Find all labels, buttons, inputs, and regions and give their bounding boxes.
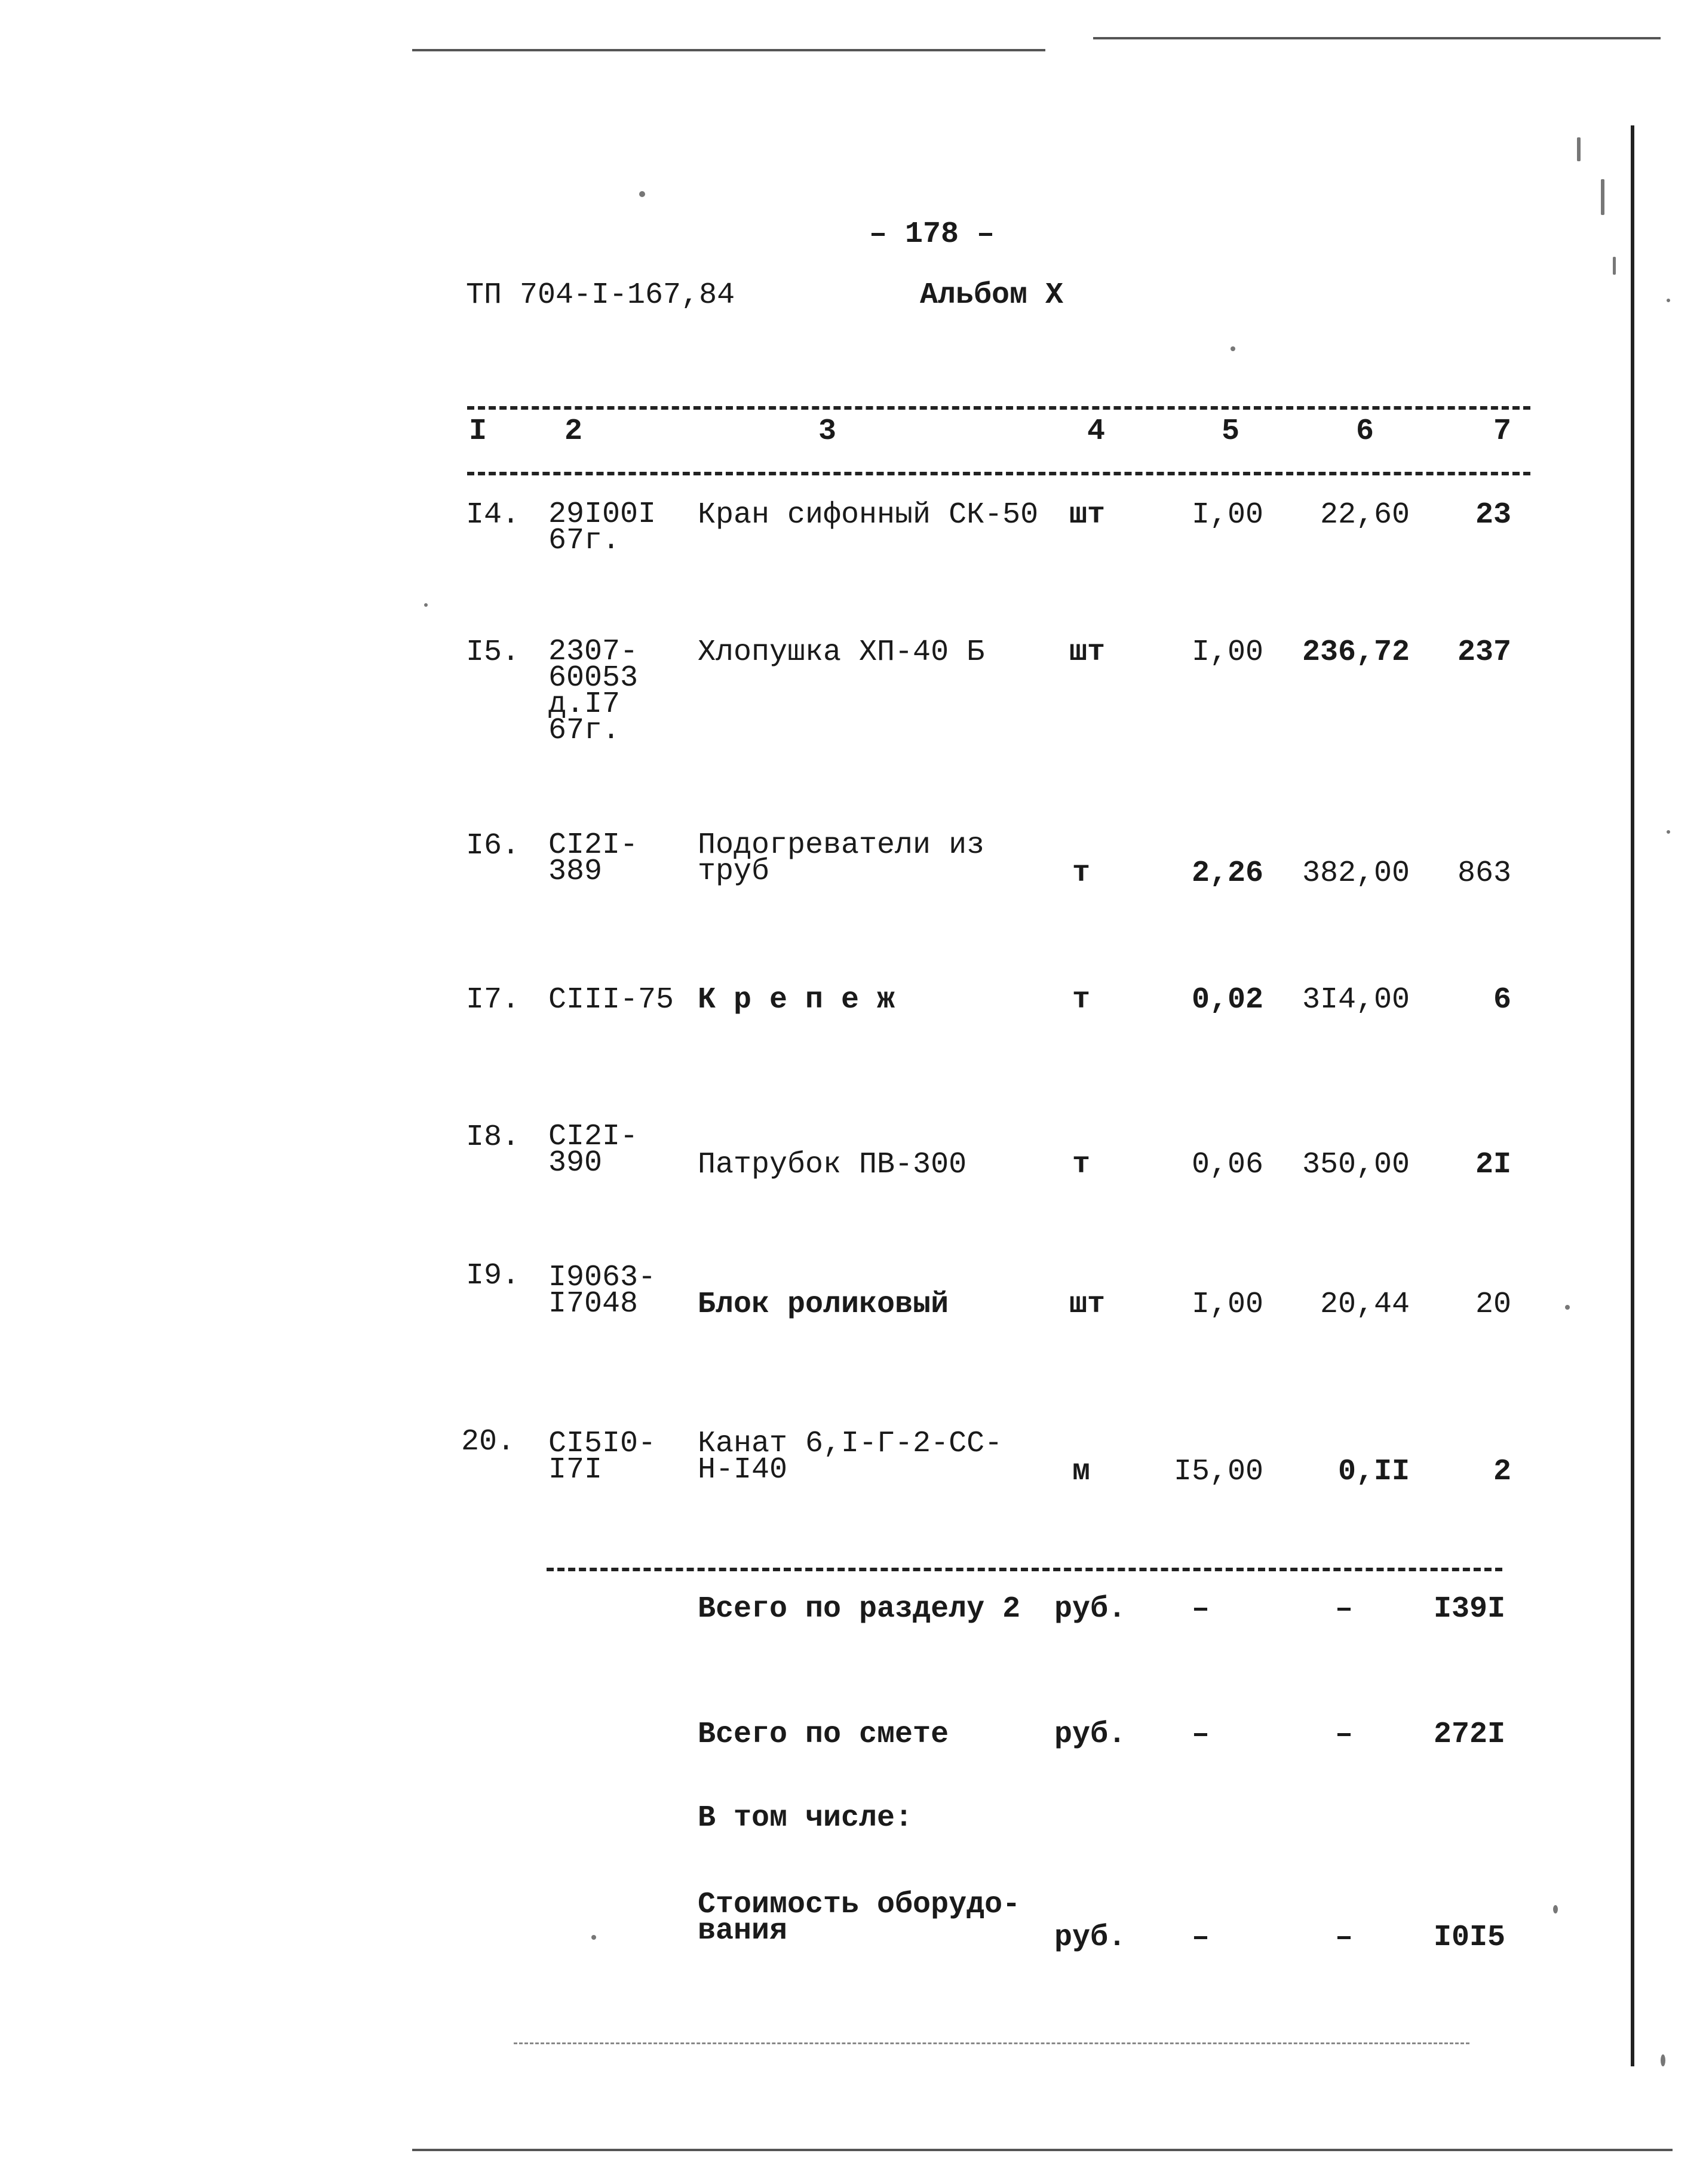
row-unit: шт <box>1069 1288 1106 1322</box>
row-price: 0,II <box>1337 1455 1410 1489</box>
row-number: I7. <box>466 983 520 1017</box>
row-unit: шт <box>1069 498 1106 532</box>
row-price: 350,00 <box>1302 1148 1410 1182</box>
summary-separator <box>547 1568 1502 1571</box>
row-total: 23 <box>1475 498 1511 532</box>
summary-qty: – <box>1191 1921 1210 1955</box>
row-name: Блок роликовый <box>698 1288 949 1322</box>
row-number: I9. <box>466 1259 520 1293</box>
top-edge-line <box>412 49 1045 51</box>
column-header-1: I <box>469 414 487 449</box>
row-price: 20,44 <box>1320 1288 1410 1322</box>
row-code: 2307- 60053 д.I7 67г. <box>548 635 639 748</box>
summary-label: Стоимость оборудо- вания <box>698 1888 1021 1948</box>
row-unit: т <box>1072 1148 1091 1182</box>
column-header-6: 6 <box>1356 414 1374 449</box>
row-number: I8. <box>466 1120 520 1154</box>
top-edge-line-right <box>1093 37 1661 39</box>
row-name: К р е п е ж <box>698 983 895 1017</box>
summary-total: I0I5 <box>1433 1921 1505 1955</box>
row-price: 3I4,00 <box>1302 983 1410 1017</box>
row-number: I4. <box>466 498 520 532</box>
row-name: Подогреватели из труб <box>698 828 985 889</box>
summary-price: – <box>1334 1718 1353 1752</box>
row-unit: т <box>1072 856 1091 890</box>
row-qty: 2,26 <box>1191 856 1263 890</box>
row-number: I5. <box>466 635 520 669</box>
table-top-rule <box>467 406 1530 410</box>
page-number: – 178 – <box>869 217 995 251</box>
summary-label: В том числе: <box>698 1801 913 1835</box>
summary-unit: руб. <box>1054 1921 1127 1955</box>
summary-label: Всего по разделу 2 <box>698 1592 1021 1626</box>
summary-total: I39I <box>1433 1592 1505 1626</box>
row-code: CI2I- 389 <box>548 828 639 889</box>
row-code: CI5I0- I7I <box>548 1427 656 1487</box>
row-qty: I,00 <box>1191 498 1263 532</box>
summary-total: 272I <box>1433 1718 1505 1752</box>
row-total: 863 <box>1457 856 1511 890</box>
column-header-2: 2 <box>564 414 583 449</box>
row-qty: I,00 <box>1191 635 1263 669</box>
row-qty: I5,00 <box>1173 1455 1263 1489</box>
row-code: I9063- I7048 <box>548 1261 656 1321</box>
summary-price: – <box>1334 1592 1353 1626</box>
row-number: 20. <box>461 1425 516 1459</box>
row-qty: I,00 <box>1191 1288 1263 1322</box>
row-code: CI2I- 390 <box>548 1120 639 1180</box>
column-header-3: 3 <box>818 414 837 449</box>
row-name: Кран сифонный СК-50 <box>698 498 1039 532</box>
row-price: 22,60 <box>1320 498 1410 532</box>
row-name: Хлопушка ХП-40 Б <box>698 635 985 669</box>
row-total: 20 <box>1475 1288 1511 1322</box>
row-total: 2 <box>1493 1455 1511 1489</box>
bottom-edge-line <box>412 2149 1673 2151</box>
row-name: Канат 6,I-Г-2-СС- Н-I40 <box>698 1427 1003 1487</box>
row-unit: м <box>1072 1455 1091 1489</box>
row-name: Патрубок ПВ-300 <box>698 1148 967 1182</box>
row-number: I6. <box>466 829 520 863</box>
summary-label: Всего по смете <box>698 1718 949 1752</box>
summary-unit: руб. <box>1054 1718 1127 1752</box>
summary-unit: руб. <box>1054 1592 1127 1626</box>
row-price: 236,72 <box>1302 635 1410 669</box>
doc-code: ТП 704-I-167,84 <box>466 278 735 312</box>
row-unit: шт <box>1069 635 1106 669</box>
summary-qty: – <box>1191 1592 1210 1626</box>
row-qty: 0,02 <box>1191 983 1263 1017</box>
row-total: 6 <box>1493 983 1511 1017</box>
summary-price: – <box>1334 1921 1353 1955</box>
row-price: 382,00 <box>1302 856 1410 890</box>
header-bottom-rule <box>467 472 1530 475</box>
right-margin-line <box>1631 125 1634 2066</box>
row-total: 237 <box>1457 635 1511 669</box>
row-qty: 0,06 <box>1191 1148 1263 1182</box>
row-code: CIII-75 <box>548 983 674 1017</box>
row-unit: т <box>1072 983 1091 1017</box>
bottom-noise-line <box>514 2042 1469 2044</box>
summary-qty: – <box>1191 1718 1210 1752</box>
row-total: 2I <box>1475 1148 1511 1182</box>
column-header-4: 4 <box>1087 414 1106 449</box>
column-header-7: 7 <box>1493 414 1512 449</box>
album-label: Альбом X <box>920 278 1064 312</box>
column-header-5: 5 <box>1222 414 1240 449</box>
row-code: 29I00I 67г. <box>548 497 656 558</box>
